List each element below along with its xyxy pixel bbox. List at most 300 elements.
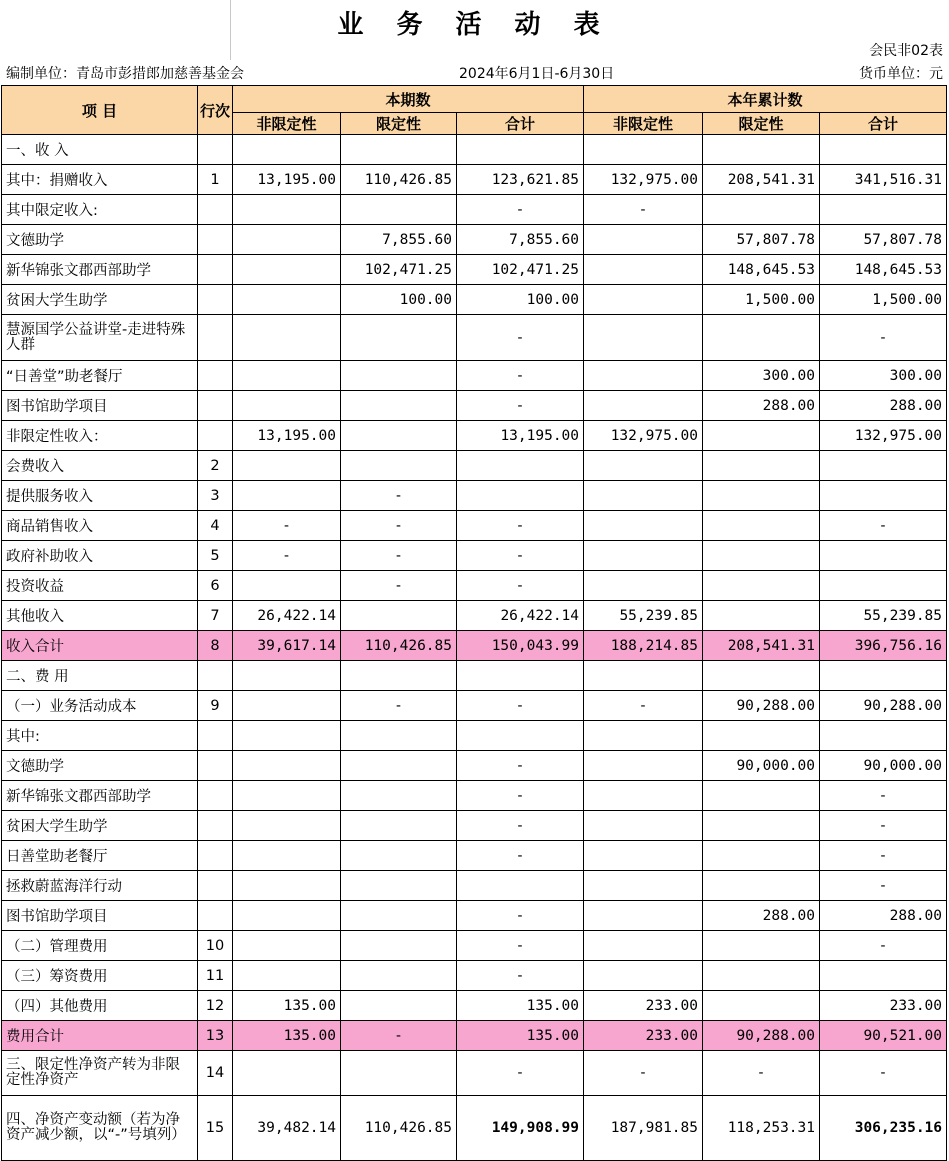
cell-c1: 39,617.14 [233,631,341,661]
cell-c6 [820,571,947,601]
row-item: 投资收益 [2,571,198,601]
row-index: 13 [198,1021,233,1051]
cell-c3: - [457,1051,584,1096]
cell-c4 [584,721,703,751]
cell-c1: 13,195.00 [233,165,341,195]
cell-c4: 187,981.85 [584,1096,703,1161]
cell-c5: - [703,1051,820,1096]
table-row [2,991,947,1021]
cell-c3: - [457,571,584,601]
cell-c1 [233,285,341,315]
table-row [2,631,947,661]
cell-c4 [584,391,703,421]
cell-c5 [703,541,820,571]
cell-c6 [820,721,947,751]
cell-c3: - [457,361,584,391]
cell-c1 [233,315,341,361]
cell-c3: - [457,781,584,811]
cell-c5: 90,288.00 [703,1021,820,1051]
table-row [2,511,947,541]
row-index [198,361,233,391]
cell-c5 [703,991,820,1021]
cell-c6: 306,235.16 [820,1096,947,1161]
cell-c4 [584,571,703,601]
table-row [2,751,947,781]
cell-c5: 90,000.00 [703,751,820,781]
cell-c4 [584,255,703,285]
cell-c4 [584,901,703,931]
row-item: “日善堂”助老餐厅 [2,361,198,391]
cell-c3: - [457,751,584,781]
cell-c6: - [820,781,947,811]
cell-c5 [703,135,820,165]
cell-c6: 55,239.85 [820,601,947,631]
cell-c5 [703,451,820,481]
table-row [2,165,947,195]
table-body [2,135,947,1161]
cell-c1 [233,811,341,841]
cell-c3: 102,471.25 [457,255,584,285]
cell-c5 [703,601,820,631]
cell-c1: 135.00 [233,991,341,1021]
cell-c2 [341,315,457,361]
cell-c6 [820,541,947,571]
cell-c4: 132,975.00 [584,421,703,451]
cell-c1 [233,841,341,871]
cell-c2: - [341,1021,457,1051]
cell-c1 [233,721,341,751]
table-row [2,691,947,721]
table-row [2,135,947,165]
row-index: 7 [198,601,233,631]
cell-c5: 118,253.31 [703,1096,820,1161]
table-row [2,931,947,961]
row-item: （二）管理费用 [2,931,198,961]
cell-c4: - [584,691,703,721]
row-index: 1 [198,165,233,195]
table-row [2,285,947,315]
cell-c2 [341,601,457,631]
cell-c4 [584,841,703,871]
row-item: 新华锦张文郡西部助学 [2,781,198,811]
cell-c2 [341,931,457,961]
cell-c4 [584,361,703,391]
cell-c2 [341,135,457,165]
cell-c6: 300.00 [820,361,947,391]
cell-c6 [820,135,947,165]
cell-c1: 13,195.00 [233,421,341,451]
cell-c1 [233,451,341,481]
table-row [2,195,947,225]
cell-c3: - [457,541,584,571]
cell-c4 [584,961,703,991]
cell-c3: 100.00 [457,285,584,315]
cell-c3: - [457,195,584,225]
cell-c4: 55,239.85 [584,601,703,631]
cell-c1: 39,482.14 [233,1096,341,1161]
table-row [2,1096,947,1161]
cell-c1 [233,255,341,285]
cell-c3: - [457,901,584,931]
cell-c5: 57,807.78 [703,225,820,255]
period-label: 2024年6月1日-6月30日 [459,66,615,82]
cell-c5 [703,195,820,225]
cell-c4 [584,481,703,511]
table-row [2,225,947,255]
row-index [198,781,233,811]
cell-c5 [703,421,820,451]
cell-c1 [233,931,341,961]
cell-c5 [703,961,820,991]
cell-c5 [703,841,820,871]
row-item: 图书馆助学项目 [2,391,198,421]
row-index: 10 [198,931,233,961]
cell-c4 [584,285,703,315]
cell-c2: 102,471.25 [341,255,457,285]
cell-c2 [341,901,457,931]
cell-c1 [233,901,341,931]
header-cur-total: 合计 [457,113,584,135]
row-item: 其中限定收入: [2,195,198,225]
row-item: 日善堂助老餐厅 [2,841,198,871]
row-index [198,871,233,901]
cell-c2: - [341,571,457,601]
cell-c3: - [457,931,584,961]
row-item: （四）其他费用 [2,991,198,1021]
row-index [198,901,233,931]
cell-c3: 149,908.99 [457,1096,584,1161]
table-row [2,1021,947,1051]
row-index: 5 [198,541,233,571]
cell-c5: 90,288.00 [703,691,820,721]
cell-c3: 7,855.60 [457,225,584,255]
row-item: 费用合计 [2,1021,198,1051]
cell-c4: 188,214.85 [584,631,703,661]
cell-c3: 13,195.00 [457,421,584,451]
cell-c4: 233.00 [584,991,703,1021]
cell-c2: 100.00 [341,285,457,315]
cell-c2: 110,426.85 [341,1096,457,1161]
table-row [2,961,947,991]
cell-c2: 7,855.60 [341,225,457,255]
cell-c5 [703,811,820,841]
cell-c4: 233.00 [584,1021,703,1051]
cell-c5: 208,541.31 [703,631,820,661]
header-ytd-unrestricted: 非限定性 [584,113,703,135]
cell-c6: - [820,511,947,541]
table-row [2,781,947,811]
row-item: 贫困大学生助学 [2,285,198,315]
row-item: 其中：捐赠收入 [2,165,198,195]
cell-c5 [703,481,820,511]
cell-c4 [584,661,703,691]
row-item: 图书馆助学项目 [2,901,198,931]
cell-c2: - [341,691,457,721]
cell-c6 [820,481,947,511]
row-index: 8 [198,631,233,661]
table-row [2,421,947,451]
cell-c6 [820,451,947,481]
row-index [198,721,233,751]
cell-c1 [233,135,341,165]
row-item: 四、净资产变动额（若为净资产减少额，以“-”号填列） [2,1096,198,1161]
cell-c2: - [341,481,457,511]
row-index: 14 [198,1051,233,1096]
cell-c3 [457,721,584,751]
cell-c6: 233.00 [820,991,947,1021]
cell-c4 [584,781,703,811]
cell-c6: - [820,811,947,841]
cell-c1 [233,871,341,901]
row-item: 收入合计 [2,631,198,661]
row-index: 12 [198,991,233,1021]
row-index: 15 [198,1096,233,1161]
cell-c3 [457,135,584,165]
cell-c5 [703,721,820,751]
cell-c6 [820,195,947,225]
cell-c1: - [233,511,341,541]
cell-c2 [341,361,457,391]
row-item: 一、收 入 [2,135,198,165]
table-row [2,541,947,571]
row-index: 2 [198,451,233,481]
table-row [2,871,947,901]
cell-c1: 26,422.14 [233,601,341,631]
cell-c6 [820,661,947,691]
row-item: 慧源国学公益讲堂-走进特殊人群 [2,315,198,361]
cell-c3: 135.00 [457,991,584,1021]
row-item: （三）筹资费用 [2,961,198,991]
header-ytd-restricted: 限定性 [703,113,820,135]
cell-c4 [584,541,703,571]
row-index: 4 [198,511,233,541]
cell-c2 [341,721,457,751]
cell-c5: 288.00 [703,901,820,931]
cell-c6: 288.00 [820,391,947,421]
cell-c1 [233,391,341,421]
cell-c3 [457,661,584,691]
row-item: 提供服务收入 [2,481,198,511]
row-item: 贫困大学生助学 [2,811,198,841]
row-index [198,315,233,361]
cell-c6: - [820,1051,947,1096]
cell-c5: 148,645.53 [703,255,820,285]
cell-c2 [341,661,457,691]
cell-c6: - [820,841,947,871]
cell-c3: - [457,841,584,871]
row-index: 9 [198,691,233,721]
header-item: 项 目 [2,86,198,135]
cell-c4 [584,871,703,901]
cell-c6 [820,961,947,991]
row-index [198,751,233,781]
cell-c5 [703,931,820,961]
row-item: 文德助学 [2,751,198,781]
cell-c3: 123,621.85 [457,165,584,195]
cell-c2 [341,1051,457,1096]
cell-c1 [233,751,341,781]
cell-c2 [341,195,457,225]
cell-c1 [233,361,341,391]
cell-c4 [584,451,703,481]
row-item: 新华锦张文郡西部助学 [2,255,198,285]
row-index: 11 [198,961,233,991]
row-index [198,811,233,841]
header-ytd-total: 合计 [820,113,947,135]
cell-c5 [703,781,820,811]
cell-c5: 1,500.00 [703,285,820,315]
cell-c1: 135.00 [233,1021,341,1051]
cell-c5: 288.00 [703,391,820,421]
cell-c4 [584,811,703,841]
cell-c1 [233,961,341,991]
row-index [198,135,233,165]
row-item: 三、限定性净资产转为非限定性净资产 [2,1051,198,1096]
cell-c5 [703,871,820,901]
cell-c1 [233,195,341,225]
header-idx: 行次 [198,86,233,135]
header-ytd: 本年累计数 [584,86,947,113]
cell-c3: - [457,391,584,421]
cell-c1: - [233,541,341,571]
row-item: 其他收入 [2,601,198,631]
cell-c3: - [457,691,584,721]
cell-c3: 150,043.99 [457,631,584,661]
cell-c2: - [341,541,457,571]
row-index [198,391,233,421]
cell-c3: - [457,511,584,541]
cell-c1 [233,225,341,255]
cell-c6: 288.00 [820,901,947,931]
table-row [2,571,947,601]
row-item: 拯救蔚蓝海洋行动 [2,871,198,901]
cell-c4 [584,135,703,165]
cell-c1 [233,781,341,811]
cell-c6: 341,516.31 [820,165,947,195]
row-index [198,841,233,871]
cell-c3 [457,871,584,901]
cell-c2 [341,991,457,1021]
cell-c4 [584,225,703,255]
row-index [198,661,233,691]
cell-c4: 132,975.00 [584,165,703,195]
table-row [2,451,947,481]
table-row [2,481,947,511]
org-label: 编制单位：青岛市彭措郎加慈善基金会 [6,66,244,82]
table-row [2,391,947,421]
cell-c1 [233,691,341,721]
cell-c6: - [820,315,947,361]
cell-c1 [233,481,341,511]
cell-c2 [341,391,457,421]
table-row [2,361,947,391]
cell-c3 [457,481,584,511]
cell-c1 [233,661,341,691]
cell-c6: 90,288.00 [820,691,947,721]
cell-c6: 57,807.78 [820,225,947,255]
cell-c4: - [584,195,703,225]
table-row [2,721,947,751]
cell-c4: - [584,1051,703,1096]
cell-c2 [341,841,457,871]
row-item: 商品销售收入 [2,511,198,541]
cell-c4 [584,315,703,361]
header-current: 本期数 [233,86,584,113]
cell-c6: 1,500.00 [820,285,947,315]
table-row [2,601,947,631]
row-item: （一）业务活动成本 [2,691,198,721]
cell-c3: - [457,315,584,361]
row-item: 非限定性收入： [2,421,198,451]
cell-c2 [341,871,457,901]
row-item: 其中: [2,721,198,751]
row-item: 二、费 用 [2,661,198,691]
cell-c5 [703,315,820,361]
cell-c3: 135.00 [457,1021,584,1051]
cell-c5 [703,571,820,601]
cell-c6: 148,645.53 [820,255,947,285]
cell-c5: 208,541.31 [703,165,820,195]
cell-c6: - [820,871,947,901]
row-index: 6 [198,571,233,601]
cell-c5 [703,511,820,541]
cell-c2: 110,426.85 [341,165,457,195]
cell-c6: 132,975.00 [820,421,947,451]
table-row [2,1051,947,1096]
header-cur-unrestricted: 非限定性 [233,113,341,135]
cell-c6: - [820,931,947,961]
row-index [198,421,233,451]
cell-c2 [341,751,457,781]
cell-c4 [584,511,703,541]
cell-c3: - [457,811,584,841]
cell-c1 [233,1051,341,1096]
row-index [198,195,233,225]
row-index [198,255,233,285]
cell-c3: 26,422.14 [457,601,584,631]
cell-c5: 300.00 [703,361,820,391]
row-item: 政府补助收入 [2,541,198,571]
form-code: 会民非02表 [869,43,943,59]
cell-c2 [341,781,457,811]
cell-c4 [584,931,703,961]
cell-c1 [233,571,341,601]
table-row [2,841,947,871]
cell-c2 [341,451,457,481]
header-row-1 [2,86,947,113]
cell-c6: 90,000.00 [820,751,947,781]
header-cur-restricted: 限定性 [341,113,457,135]
currency-label: 货币单位：元 [859,66,943,82]
row-item: 文德助学 [2,225,198,255]
table-row [2,255,947,285]
cell-c6: 90,521.00 [820,1021,947,1051]
cell-c2 [341,961,457,991]
cell-c2 [341,421,457,451]
row-index [198,225,233,255]
cell-c2: 110,426.85 [341,631,457,661]
page-title: 业 务 活 动 表 [337,10,612,40]
cell-c6: 396,756.16 [820,631,947,661]
cell-c3 [457,451,584,481]
table-row [2,811,947,841]
row-item: 会费收入 [2,451,198,481]
table-row [2,901,947,931]
row-index [198,285,233,315]
row-index: 3 [198,481,233,511]
cell-c2 [341,811,457,841]
cell-c2: - [341,511,457,541]
